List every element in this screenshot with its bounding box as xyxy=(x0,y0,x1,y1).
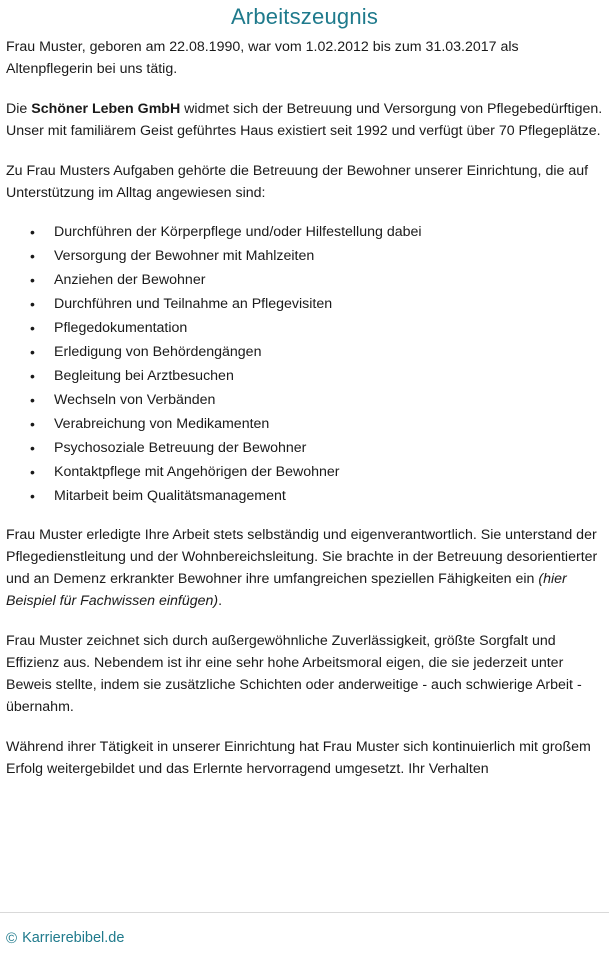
list-item xyxy=(6,270,603,292)
copyright-icon: © xyxy=(6,930,18,947)
list-item xyxy=(6,486,603,508)
company-name: Schöner Leben GmbH xyxy=(31,101,181,117)
performance-paragraph-hint: (hier Beispiel für Fachwissen einfügen) xyxy=(6,570,567,609)
bullet-icon: • xyxy=(30,464,35,480)
brand-label: Karrierebibel.de xyxy=(22,930,125,947)
bullet-icon: • xyxy=(30,488,35,504)
bullet-icon: • xyxy=(30,440,35,456)
performance-paragraph-before: Frau Muster erledigte Ihre Arbeit stets selbständig und eigenverantwortlich. Sie unterstand der Pflegedienstleitung und der Wohnbereichsleitung. Sie brachte in der Betreuung desorientierter und an Demenz erkrankter Bewohner ihre umfangreichen speziellen Fähigkeiten ein xyxy=(6,526,598,587)
list-item xyxy=(6,294,603,316)
bullet-icon: • xyxy=(30,320,35,336)
list-item-label: Wechseln von Verbänden xyxy=(54,392,216,408)
list-item xyxy=(6,222,603,244)
list-item-label: Kontaktpflege mit Angehörigen der Bewohner xyxy=(54,464,340,480)
list-item-label: Verabreichung von Medikamenten xyxy=(54,416,270,432)
list-item xyxy=(6,342,603,364)
development-paragraph: Während ihrer Tätigkeit in unserer Einrichtung hat Frau Muster sich kontinuierlich mit großem Erfolg weitergebildet und das Erlernte hervorragend umgesetzt. Ihr Verhalten xyxy=(6,738,591,777)
list-item-label: Erledigung von Behördengängen xyxy=(54,344,262,360)
company-paragraph xyxy=(6,98,603,142)
list-item-label: Begleitung bei Arztbesuchen xyxy=(54,368,234,384)
performance-paragraph xyxy=(6,524,603,612)
list-item-label: Pflegedokumentation xyxy=(54,320,188,336)
performance-paragraph-after: . xyxy=(218,592,223,609)
bullet-icon: • xyxy=(30,272,35,288)
footer-divider xyxy=(0,912,609,913)
list-item-label: Versorgung der Bewohner mit Mahlzeiten xyxy=(54,248,315,264)
list-item xyxy=(6,246,603,268)
duties-intro-paragraph: Zu Frau Musters Aufgaben gehörte die Betreuung der Bewohner unserer Einrichtung, die auf Unterstützung im Alltag angewiesen sind: xyxy=(6,163,589,201)
list-item xyxy=(6,390,603,412)
bullet-icon: • xyxy=(30,296,35,312)
list-item-label: Mitarbeit beim Qualitätsmanagement xyxy=(54,488,286,504)
bullet-icon: • xyxy=(30,248,35,264)
company-paragraph-before: Die xyxy=(6,101,32,117)
bullet-icon: • xyxy=(30,392,35,408)
list-item xyxy=(6,438,603,460)
list-item xyxy=(6,318,603,340)
qualities-paragraph: Frau Muster zeichnet sich durch außergewöhnliche Zuverlässigkeit, größte Sorgfalt und Effizienz aus. Nebendem ist ihr eine sehr hohe Arbeitsmoral eigen, die sie jederzeit unter Beweis stellte, indem sie zusätzliche Schichten oder anderweitige - auch schwierige Arbeit - übernahm. xyxy=(6,632,582,715)
list-item-label: Psychosoziale Betreuung der Bewohner xyxy=(54,440,307,456)
bullet-icon: • xyxy=(30,344,35,360)
footer xyxy=(6,931,124,946)
bullet-icon: • xyxy=(30,416,35,432)
bullet-icon: • xyxy=(30,224,35,240)
list-item-label: Durchführen und Teilnahme an Pflegevisiten xyxy=(54,296,333,312)
page-title: Arbeitszeugnis xyxy=(230,4,379,29)
bullet-icon: • xyxy=(30,368,35,384)
list-item xyxy=(6,462,603,484)
list-item xyxy=(6,414,603,436)
list-item-label: Anziehen der Bewohner xyxy=(54,272,206,288)
intro-paragraph: Frau Muster, geboren am 22.08.1990, war vom 1.02.2012 bis zum 31.03.2017 als Altenpflegerin bei uns tätig. xyxy=(6,39,519,77)
list-item-label: Durchführen der Körperpflege und/oder Hilfestellung dabei xyxy=(54,224,422,240)
company-paragraph-after: widmet sich der Betreuung und Versorgung von Pflegebedürftigen. Unser mit familiärem Geist geführtes Haus existiert seit 1992 und verfügt über 70 Pflegeplätze. xyxy=(6,101,603,139)
list-item xyxy=(6,366,603,388)
tasks-list xyxy=(6,222,603,508)
